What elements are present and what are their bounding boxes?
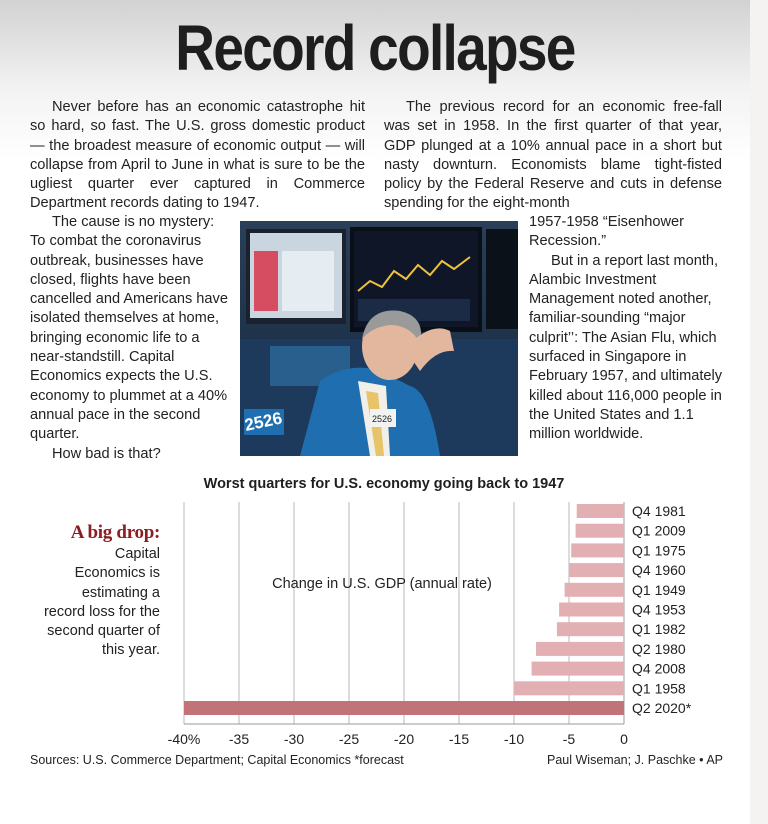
article-column-left	[30, 98, 365, 214]
bar-q1-1982	[557, 622, 624, 636]
bar-q4-1981	[577, 504, 624, 518]
article-paragraph: How bad is that?	[52, 445, 161, 462]
chart-sources: Sources: U.S. Commerce Department; Capital Economics *forecast	[30, 753, 404, 767]
x-tick-label: -15	[448, 731, 470, 747]
bar-q4-2008	[532, 662, 624, 676]
x-tick-label: -40%	[167, 731, 201, 747]
article-column-right-wrap	[529, 213, 724, 445]
bar-q1-1975	[571, 543, 624, 557]
x-tick-label: -35	[228, 731, 250, 747]
x-tick-label: 0	[620, 731, 628, 747]
trader-id-tag: 2526	[372, 414, 393, 424]
gdp-bar-chart	[0, 492, 768, 752]
article-paragraph: Never before has an economic catastrophe hit so hard, so fast. The U.S. gross domestic product — the broadest measure of economic output — will collapse from April to June in what is sure to be the ugliest quarter ever captured in Commerce Department records dating to 1947.	[30, 99, 365, 212]
sidebar-heading: A big drop:	[70, 522, 160, 543]
x-tick-label: -10	[503, 731, 525, 747]
category-label: Q1 1975	[632, 542, 686, 559]
category-label: Q4 2008	[632, 660, 686, 677]
bar-q1-1958	[514, 681, 624, 695]
article-paragraph: The cause is no mystery: To combat the coronavirus outbreak, businesses have closed, flights have been cancelled and Americans have isolated themselves at home, bringing economic life to a near-standstill. Capital Economics expects the U.S. economy to plummet at a 40% annual pace in the second quarter.	[30, 214, 228, 443]
article-paragraph: The previous record for an economic free-fall was set in 1958. In the first quarter of that year, GDP plunged at a 10% annual pace in a short but nasty downturn. Economists blame tight-fisted policy by the Federal Reserve and cuts in defense spending for the eight-month	[384, 99, 722, 212]
category-label: Q1 1958	[632, 680, 686, 697]
chart-x-tick-labels	[168, 731, 628, 747]
x-tick-label: -5	[562, 731, 576, 747]
article-column-right	[384, 98, 722, 214]
chart-title: Worst quarters for U.S. economy going back to 1947	[203, 476, 565, 492]
category-label: Q4 1981	[632, 503, 686, 519]
x-tick-label: -25	[338, 731, 360, 747]
trader-photo-illustration	[240, 221, 518, 456]
bar-q4-1953	[559, 603, 624, 617]
headline: Record collapse	[175, 12, 575, 84]
article-paragraph: 1957-1958 “Eisenhower Recession.”	[529, 214, 684, 250]
article-paragraph: But in a report last month, Alambic Investment Management noted another, familiar-sounding “major culprit’’: The Asian Flu, which surfaced in Singapore in February 1957, and ultimately killed about 116,000 people in the United States and 1.1 million worldwide.	[529, 252, 723, 443]
bar-q1-1949	[565, 583, 624, 597]
category-label: Q1 1982	[632, 621, 686, 638]
bar-q4-1960	[569, 563, 624, 577]
chart-annotation: Change in U.S. GDP (annual rate)	[272, 576, 492, 592]
category-label: Q4 1960	[632, 562, 686, 579]
category-label: Q2 2020*	[632, 700, 692, 716]
bar-q1-2009	[576, 524, 624, 538]
trader-badge-number: 2526	[242, 408, 284, 435]
article-column-left-wrap	[30, 213, 230, 464]
sidebar-text: Capital Economics is estimating a record loss for the second quarter of this year.	[43, 546, 160, 659]
chart-category-labels	[632, 503, 692, 716]
category-label: Q2 1980	[632, 640, 686, 657]
x-tick-label: -30	[283, 731, 305, 747]
x-tick-label: -20	[393, 731, 415, 747]
category-label: Q1 1949	[632, 581, 686, 598]
category-label: Q1 2009	[632, 522, 686, 539]
category-label: Q4 1953	[632, 601, 686, 618]
trader-photo	[240, 221, 518, 456]
chart-credit: Paul Wiseman; J. Paschke • AP	[547, 753, 723, 767]
bar-q2-2020	[184, 701, 624, 715]
bar-q2-1980	[536, 642, 624, 656]
